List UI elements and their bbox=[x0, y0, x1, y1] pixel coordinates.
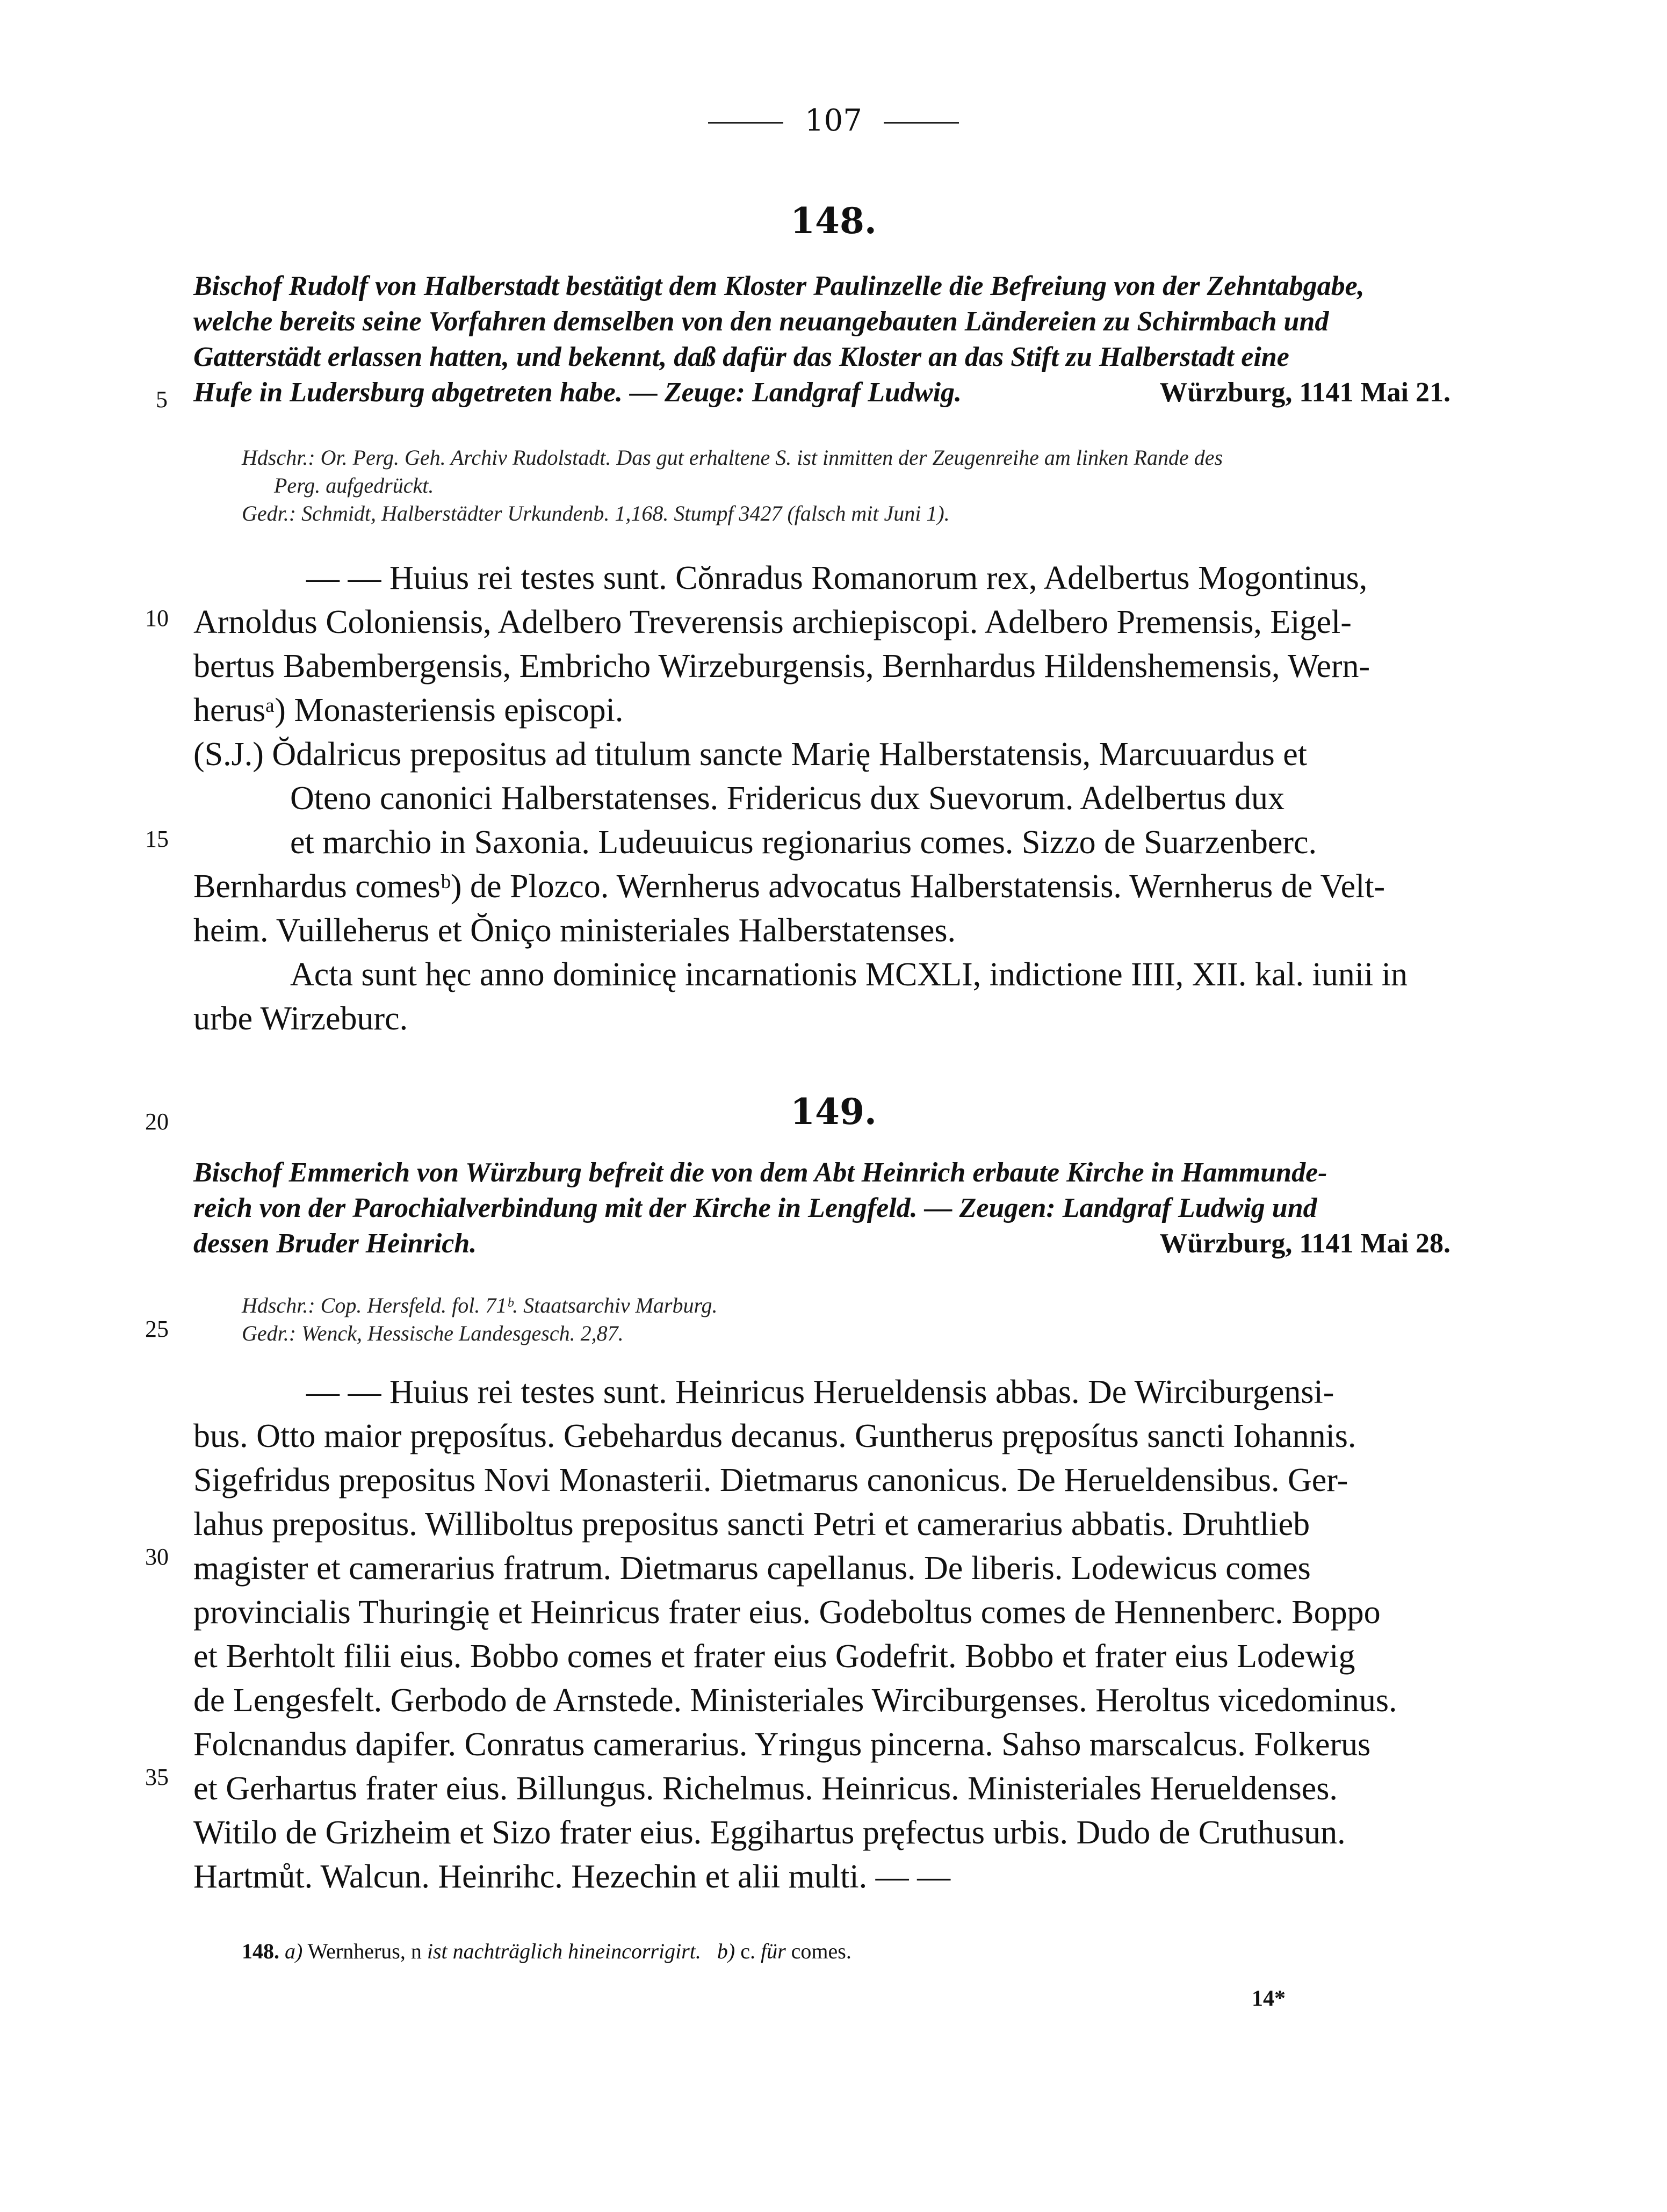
source-line: Gedr.: Wenck, Hessische Landesgesch. 2,87. bbox=[242, 1321, 624, 1345]
source-line: Hdschr.: Or. Perg. Geh. Archiv Rudolstadt. Das gut erhaltene S. ist inmitten der Zeugenreihe am linken Rande des bbox=[242, 445, 1223, 470]
text-line: urbe Wirzeburc. bbox=[193, 1000, 408, 1037]
day-roman: XII bbox=[1192, 956, 1238, 993]
document-number-148: 148. bbox=[790, 200, 877, 242]
footnote-148 bbox=[242, 1939, 851, 1964]
line-number: 20 bbox=[145, 1108, 169, 1135]
text-line: — — Huius rei testes sunt. Heinricus Herueldensis abbas. De Wirciburgensi- bbox=[306, 1374, 1334, 1410]
regest-line: Bischof Emmerich von Würzburg befreit die von dem Abt Heinrich erbaute Kirche in Hammunde- bbox=[193, 1157, 1327, 1188]
regest-line: dessen Bruder Heinrich. bbox=[193, 1228, 477, 1259]
text-148 bbox=[193, 556, 1450, 1041]
text-line: — — Huius rei testes sunt. Cŏnradus Romanorum rex, Adelbertus Mogontinus, bbox=[306, 560, 1368, 596]
text-line: Sigefridus prepositus Novi Monasterii. Dietmarus canonicus. De Herueldensibus. Ger- bbox=[193, 1462, 1348, 1498]
regest-last-line bbox=[193, 1226, 1450, 1262]
text-line: bertus Babembergensis, Embricho Wirzeburgensis, Bernhardus Hildenshemensis, Wern- bbox=[193, 648, 1370, 685]
acta-text: Acta sunt hęc anno dominicę incarnationis bbox=[290, 956, 857, 993]
footnote-label: b) bbox=[717, 1939, 735, 1963]
text-149 bbox=[193, 1370, 1450, 1899]
line-number: 5 bbox=[156, 386, 168, 413]
footnote-note: ist nachträglich hineincorrigirt. bbox=[427, 1939, 701, 1963]
acta-line bbox=[193, 953, 1450, 997]
footnote-word: Wernherus, n bbox=[307, 1939, 422, 1963]
footnote-word: c. bbox=[740, 1939, 755, 1963]
line-number: 10 bbox=[145, 605, 169, 631]
year-roman: MCXLI bbox=[865, 956, 973, 993]
text-line: et Gerhartus frater eius. Billungus. Richelmus. Heinricus. Ministeriales Herueldenses. bbox=[193, 1770, 1338, 1807]
regest-line: reich von der Parochialverbindung mit der Kirche in Lengfeld. — Zeugen: Landgraf Ludwig und bbox=[193, 1193, 1317, 1223]
acta-text: , bbox=[1175, 956, 1184, 993]
text-line: et marchio in Saxonia. Ludeuuicus regionarius comes. Sizzo de Suarzenberc. bbox=[290, 824, 1317, 861]
place-date-149: Würzburg, 1141 Mai 28. bbox=[1159, 1228, 1450, 1259]
regest-149 bbox=[193, 1155, 1450, 1262]
regest-148 bbox=[193, 269, 1450, 410]
text-line: (S.J.) Ŏdalricus prepositus ad titulum sancte Marię Halberstatensis, Marcuuardus et bbox=[193, 736, 1308, 773]
text-line: bus. Otto maior pręposítus. Gebehardus decanus. Guntherus pręposítus sancti Iohannis. bbox=[193, 1418, 1356, 1454]
line-number: 35 bbox=[145, 1764, 169, 1790]
footnote-note: für bbox=[760, 1939, 786, 1963]
footnote-ref: 148. bbox=[242, 1939, 279, 1963]
regest-line: Gatterstädt erlassen hatten, und bekennt, daß dafür das Kloster an das Stift zu Halberstadt eine bbox=[193, 342, 1289, 372]
line-number: 30 bbox=[145, 1544, 169, 1570]
source-line: Gedr.: Schmidt, Halberstädter Urkundenb. 1,168. Stumpf 3427 (falsch mit Juni 1). bbox=[242, 501, 950, 525]
page-number: 107 bbox=[805, 103, 862, 138]
header-rule-left bbox=[708, 122, 783, 124]
source-line: Perg. aufgedrückt. bbox=[274, 473, 434, 498]
regest-line: Hufe in Ludersburg abgetreten habe. — Zeuge: Landgraf Ludwig. bbox=[193, 377, 962, 408]
text-line: herusᵃ) Monasteriensis episcopi. bbox=[193, 692, 624, 729]
text-line: Bernhardus comesᵇ) de Plozco. Wernherus advocatus Halberstatensis. Wernherus de Velt- bbox=[193, 868, 1385, 905]
indiction-roman: IIII bbox=[1131, 956, 1175, 993]
place-date-148: Würzburg, 1141 Mai 21. bbox=[1159, 377, 1450, 408]
text-line: et Berhtolt filii eius. Bobbo comes et frater eius Godefrit. Bobbo et frater eius Lodewig bbox=[193, 1638, 1355, 1675]
line-number: 15 bbox=[145, 826, 169, 852]
regest-line: welche bereits seine Vorfahren demselben von den neuangebauten Ländereien zu Schirmbach und bbox=[193, 306, 1329, 337]
source-line: Hdschr.: Cop. Hersfeld. fol. 71ᵇ. Staatsarchiv Marburg. bbox=[242, 1293, 718, 1317]
document-number-149: 149. bbox=[790, 1091, 877, 1133]
text-line: provincialis Thuringię et Heinricus frater eius. Godeboltus comes de Hennenberc. Boppo bbox=[193, 1594, 1381, 1631]
text-line: lahus prepositus. Williboltus prepositus sancti Petri et camerarius abbatis. Druhtlieb bbox=[193, 1506, 1310, 1543]
text-line: Oteno canonici Halberstatenses. Fridericus dux Suevorum. Adelbertus dux bbox=[290, 780, 1284, 817]
text-line: Witilo de Grizheim et Sizo frater eius. Eggihartus pręfectus urbis. Dudo de Cruthusun. bbox=[193, 1814, 1346, 1851]
text-line: de Lengesfelt. Gerbodo de Arnstede. Ministeriales Wirciburgenses. Heroltus vicedominus. bbox=[193, 1682, 1397, 1719]
acta-text: . kal. iunii in bbox=[1238, 956, 1408, 993]
line-number: 25 bbox=[145, 1316, 169, 1342]
acta-text: , indictione bbox=[972, 956, 1123, 993]
regest-last-line bbox=[193, 375, 1450, 410]
regest-line: Bischof Rudolf von Halberstadt bestätigt dem Kloster Paulinzelle die Befreiung von der Zehntabgabe, bbox=[193, 271, 1365, 301]
text-line: Arnoldus Coloniensis, Adelbero Treverensis archiepiscopi. Adelbero Premensis, Eigel- bbox=[193, 604, 1352, 640]
sources-148 bbox=[242, 444, 1450, 528]
header-rule-right bbox=[884, 122, 959, 124]
footnote-label: a) bbox=[285, 1939, 303, 1963]
text-line: Folcnandus dapifer. Conratus camerarius. Yringus pincerna. Sahso marscalcus. Folkerus bbox=[193, 1726, 1371, 1763]
page-header bbox=[0, 103, 1667, 138]
sources-149 bbox=[242, 1292, 1450, 1348]
text-line: magister et camerarius fratrum. Dietmarus capellanus. De liberis. Lodewicus comes bbox=[193, 1550, 1311, 1587]
sheet-signature: 14* bbox=[1252, 1986, 1286, 2011]
text-line: heim. Vuilleherus et Ŏniço ministeriales Halberstatenses. bbox=[193, 912, 956, 949]
footnote-word: comes. bbox=[791, 1939, 851, 1963]
text-line: Hartmůt. Walcun. Heinrihc. Hezechin et alii multi. — — bbox=[193, 1858, 951, 1895]
